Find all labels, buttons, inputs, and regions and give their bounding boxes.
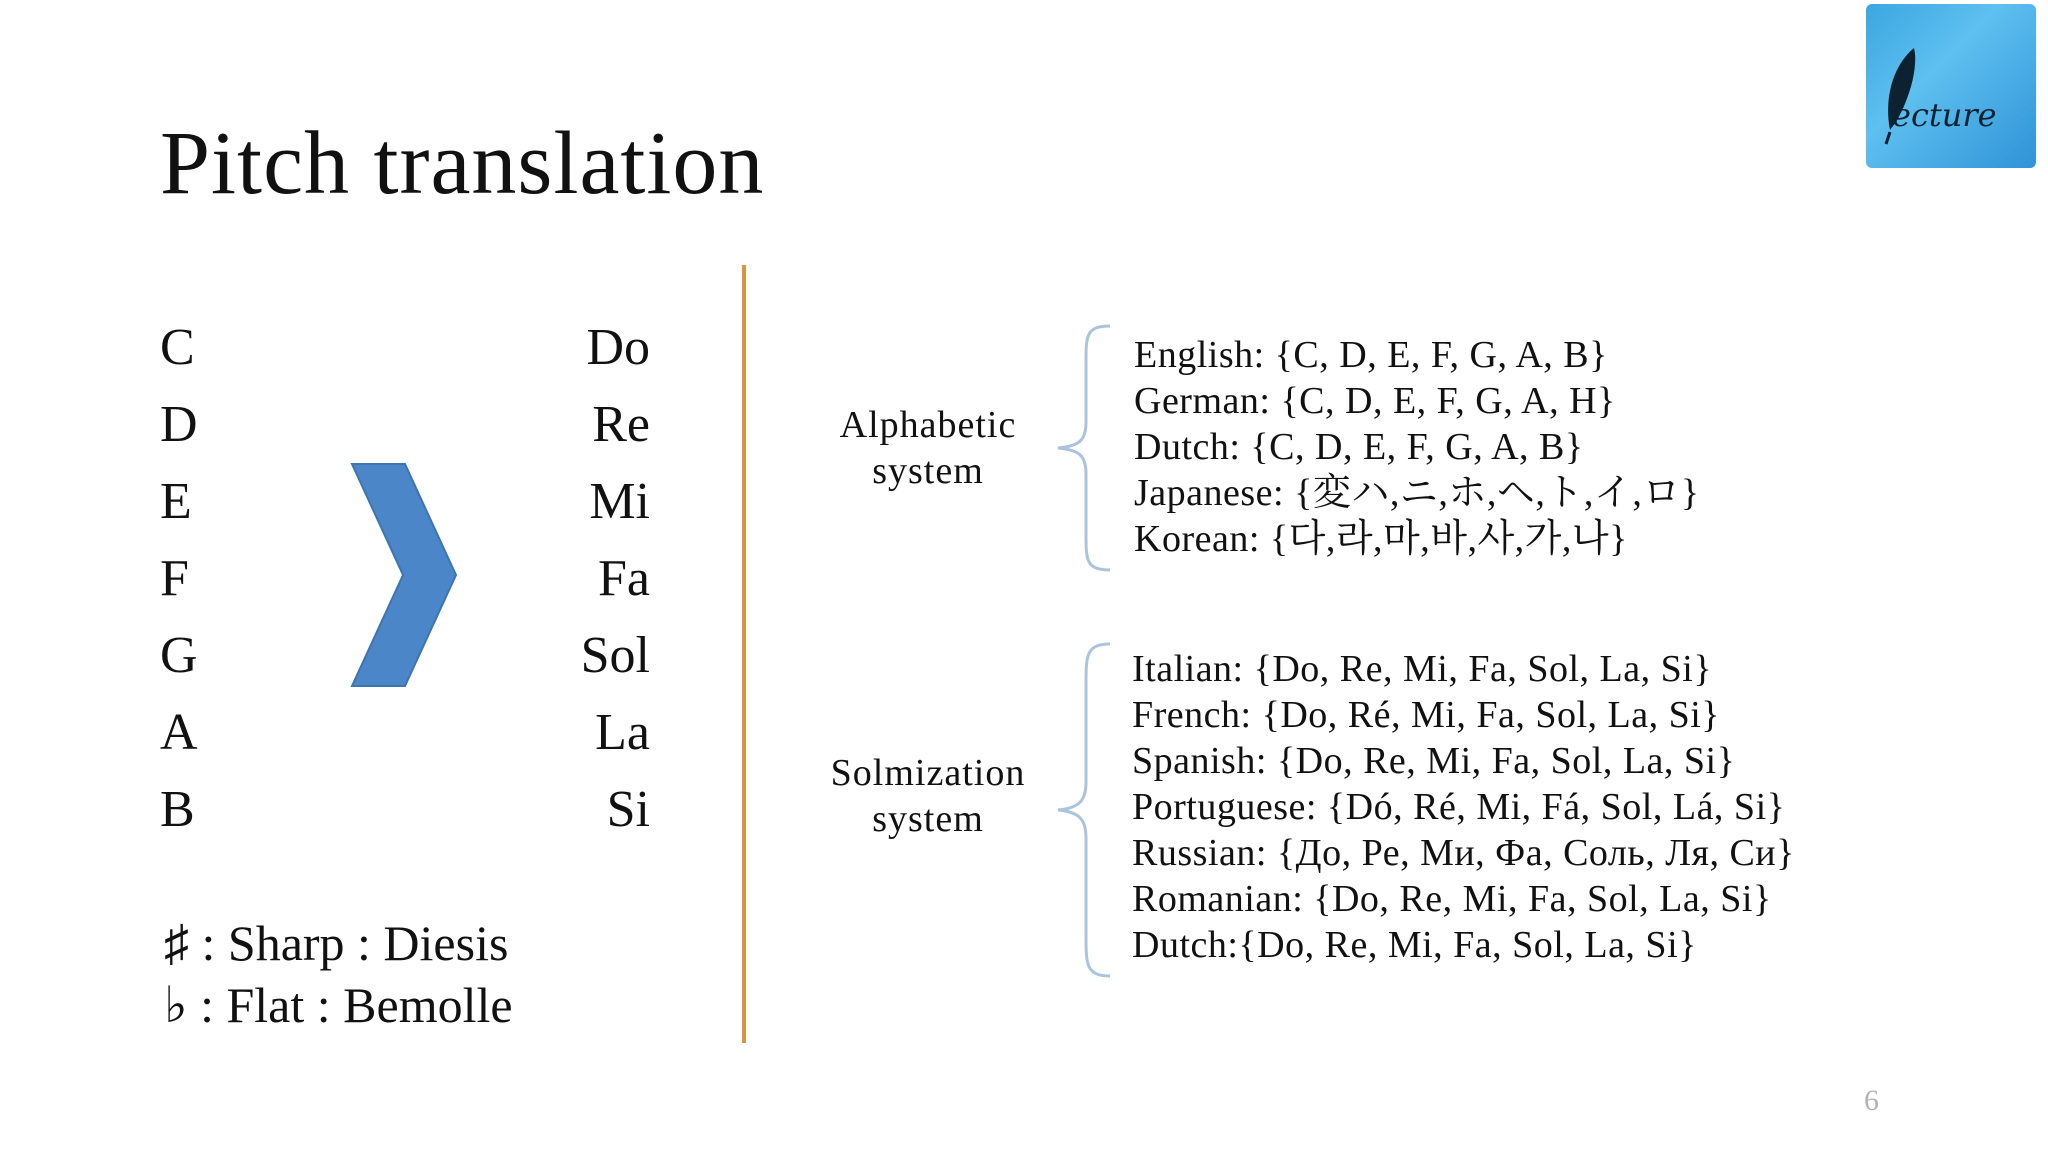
solfege-name: Sol: [580, 627, 650, 684]
solfege-name: Re: [592, 396, 650, 453]
solfege-name: Si: [606, 781, 650, 838]
solfege-name: Do: [586, 319, 650, 376]
list-item: Dutch:{Do, Re, Mi, Fa, Sol, La, Si}: [1132, 924, 1697, 966]
label-line: Alphabetic: [839, 404, 1017, 446]
alphabetic-system-label: [812, 402, 1044, 494]
quill-icon: [1866, 4, 2036, 168]
letter-name: D: [160, 396, 198, 453]
solfege-name: Fa: [598, 550, 650, 607]
chevron-right-icon: [350, 462, 460, 688]
list-item: Portuguese: {Dó, Ré, Mi, Fá, Sol, Lá, Si}: [1132, 786, 1786, 828]
alphabetic-systems-list: [1134, 332, 1700, 562]
letter-name: C: [160, 319, 195, 376]
list-item: English: {C, D, E, F, G, A, B}: [1134, 334, 1608, 376]
curly-brace-icon: [1050, 322, 1112, 574]
letter-name: B: [160, 781, 195, 838]
label-line: system: [872, 450, 984, 492]
list-item: Spanish: {Do, Re, Mi, Fa, Sol, La, Si}: [1132, 740, 1736, 782]
list-item: German: {C, D, E, F, G, A, H}: [1134, 380, 1616, 422]
list-item: Italian: {Do, Re, Mi, Fa, Sol, La, Si}: [1132, 648, 1713, 690]
letter-name: F: [160, 550, 189, 607]
label-line: system: [872, 798, 984, 840]
label-line: Solmization: [830, 752, 1026, 794]
logo-text: ecture: [1892, 96, 1997, 134]
lecture-logo: [1866, 4, 2036, 168]
letter-name: E: [160, 473, 192, 530]
solmization-systems-list: [1132, 646, 1795, 968]
curly-brace-icon: [1050, 640, 1112, 980]
letter-name: A: [160, 704, 198, 761]
list-item: Russian: {До, Ре, Ми, Фа, Соль, Ля, Си}: [1132, 832, 1795, 874]
list-item: Korean: {다,라,마,바,사,가,나}: [1134, 518, 1628, 560]
divider: [742, 265, 746, 1043]
solmization-system-label: [800, 750, 1056, 842]
solfege-name: La: [595, 704, 650, 761]
page-number: 6: [1864, 1084, 1879, 1117]
list-item: French: {Do, Ré, Mi, Fa, Sol, La, Si}: [1132, 694, 1721, 736]
letter-name: G: [160, 627, 198, 684]
list-item: Dutch: {C, D, E, F, G, A, B}: [1134, 426, 1584, 468]
solfege-name: Mi: [589, 473, 650, 530]
list-item: Romanian: {Do, Re, Mi, Fa, Sol, La, Si}: [1132, 878, 1772, 920]
list-item: Japanese: {変ハ,ニ,ホ,ヘ,ト,イ,ロ}: [1134, 472, 1700, 514]
sharp-definition: ♯ : Sharp : Diesis: [164, 915, 509, 971]
flat-definition: ♭ : Flat : Bemolle: [164, 977, 513, 1033]
slide-title: Pitch translation: [160, 114, 765, 213]
